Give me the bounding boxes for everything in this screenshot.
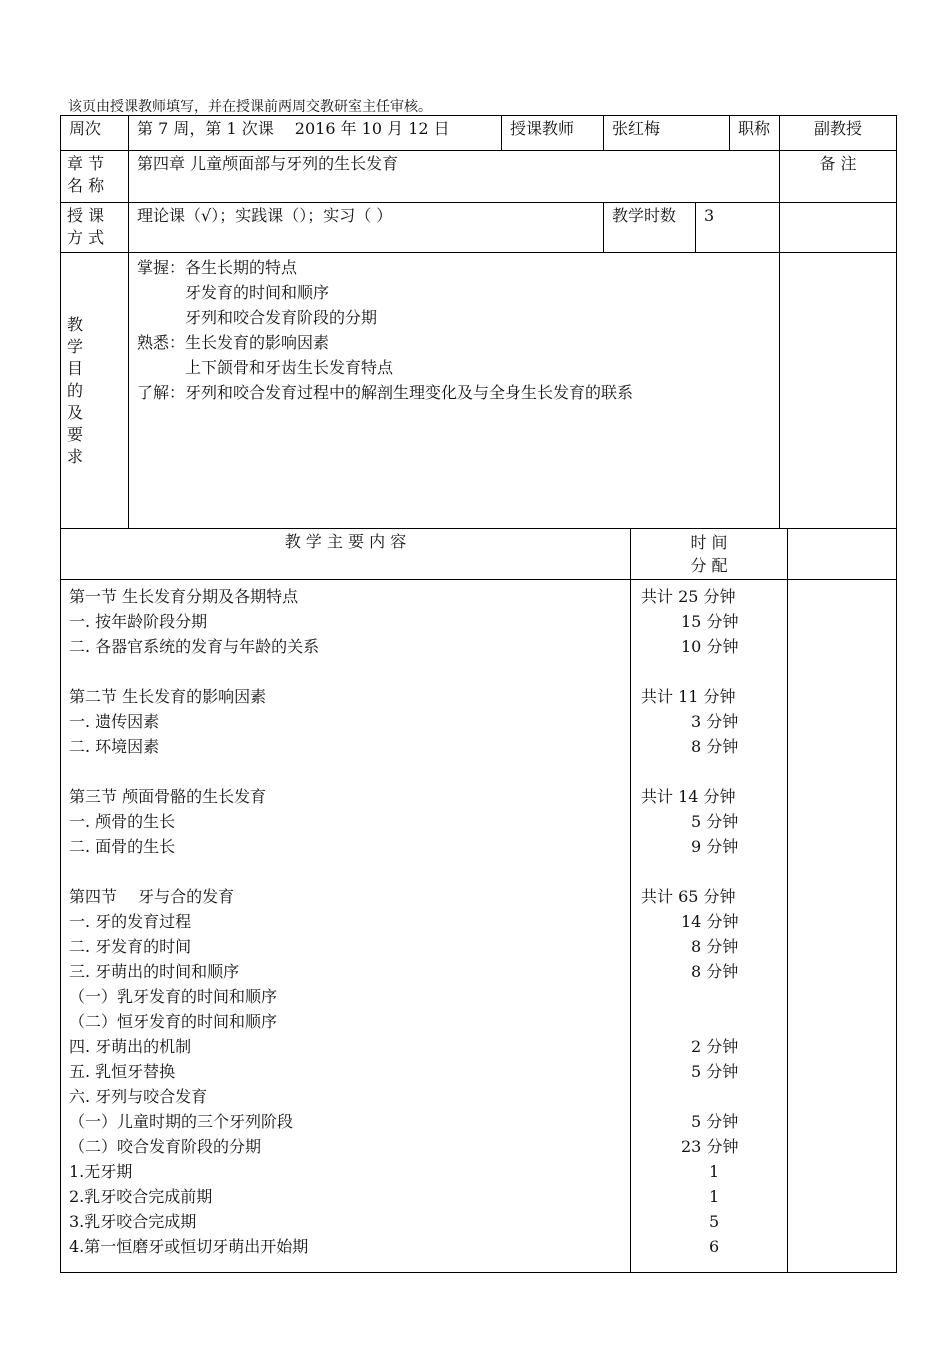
content-time: 8 分钟 bbox=[691, 937, 739, 956]
objectives-label-char: 及 bbox=[67, 402, 84, 422]
content-time bbox=[641, 984, 787, 1009]
content-topic: （二）恒牙发育的时间和顺序 bbox=[69, 1012, 278, 1031]
objectives-label-char: 求 bbox=[67, 446, 84, 466]
content-topic bbox=[69, 659, 622, 684]
objectives-label-char: 要 bbox=[67, 424, 84, 444]
objective-line: 了解：牙列和咬合发育过程中的解剖生理变化及与全身生长发育的联系 bbox=[137, 383, 634, 402]
mode-label-line2: 方 式 bbox=[67, 228, 105, 247]
objective-line: 熟悉：生长发育的影响因素 bbox=[137, 333, 330, 352]
mode-value: 理论课（√）；实践课（）；实习（ ） bbox=[129, 203, 604, 253]
objectives-content bbox=[129, 253, 780, 529]
week-label: 周次 bbox=[61, 116, 129, 151]
content-time: 共计 11 分钟 bbox=[641, 687, 736, 706]
hours-label: 教学时数 bbox=[604, 203, 696, 253]
content-topic bbox=[69, 759, 622, 784]
chapter-row bbox=[61, 151, 897, 203]
content-time: 6 bbox=[709, 1237, 720, 1256]
content-time: 5 分钟 bbox=[691, 1062, 739, 1081]
content-topic: 二. 牙发育的时间 bbox=[69, 937, 192, 956]
content-topic: 一. 遗传因素 bbox=[69, 712, 160, 731]
objectives-label bbox=[61, 253, 129, 529]
content-time bbox=[641, 659, 787, 684]
objective-line: 牙发育的时间和顺序 bbox=[137, 283, 330, 302]
week-value: 第 7 周，第 1 次课 2016 年 10 月 12 日 bbox=[129, 116, 502, 151]
content-time: 共计 65 分钟 bbox=[641, 887, 736, 906]
content-topic: （一）乳牙发育的时间和顺序 bbox=[69, 987, 278, 1006]
content-time: 5 分钟 bbox=[691, 1112, 739, 1131]
header-row bbox=[61, 116, 897, 151]
time-header-line2: 分 配 bbox=[690, 556, 728, 575]
objective-line: 上下颌骨和牙齿生长发育特点 bbox=[137, 358, 394, 377]
content-time: 1 bbox=[709, 1162, 720, 1181]
hours-value: 3 bbox=[696, 203, 780, 253]
content-topic: 四. 牙萌出的机制 bbox=[69, 1037, 192, 1056]
content-body bbox=[61, 580, 897, 1273]
content-time: 23 分钟 bbox=[681, 1137, 739, 1156]
content-time: 15 分钟 bbox=[681, 612, 739, 631]
content-time: 共计 14 分钟 bbox=[641, 787, 736, 806]
title-value: 副教授 bbox=[780, 116, 897, 151]
content-topic: 一. 按年龄阶段分期 bbox=[69, 612, 208, 631]
content-header-time bbox=[631, 529, 788, 579]
content-topics bbox=[61, 580, 631, 1272]
content-body-row bbox=[61, 580, 897, 1273]
content-header-main: 教 学 主 要 内 容 bbox=[61, 529, 631, 579]
objectives-label-char: 的 bbox=[67, 380, 84, 400]
content-header-remark bbox=[788, 529, 896, 579]
content-topic: 3.乳牙咬合完成期 bbox=[69, 1212, 197, 1231]
content-time: 2 分钟 bbox=[691, 1037, 739, 1056]
teacher-value: 张红梅 bbox=[604, 116, 730, 151]
chapter-label-line1: 章 节 bbox=[67, 154, 105, 173]
content-topic: 一. 颅骨的生长 bbox=[69, 812, 176, 831]
content-time bbox=[641, 1009, 787, 1034]
content-header bbox=[61, 529, 897, 580]
content-time: 8 分钟 bbox=[691, 962, 739, 981]
objective-line: 牙列和咬合发育阶段的分期 bbox=[137, 308, 378, 327]
title-label: 职称 bbox=[730, 116, 780, 151]
content-topic: 第四节 牙与合的发育 bbox=[69, 887, 235, 906]
objective-line: 掌握：各生长期的特点 bbox=[137, 258, 298, 277]
content-time: 3 分钟 bbox=[691, 712, 739, 731]
objectives-label-char: 学 bbox=[67, 336, 84, 356]
content-time: 1 bbox=[709, 1187, 720, 1206]
content-topic: 六. 牙列与咬合发育 bbox=[69, 1087, 208, 1106]
remark-label: 备 注 bbox=[780, 151, 897, 203]
objectives-label-char: 教 bbox=[67, 314, 84, 334]
content-topic: 一. 牙的发育过程 bbox=[69, 912, 192, 931]
content-time: 10 分钟 bbox=[681, 637, 739, 656]
content-time: 9 分钟 bbox=[691, 837, 739, 856]
content-time: 8 分钟 bbox=[691, 737, 739, 756]
content-topic: 1.无牙期 bbox=[69, 1162, 133, 1181]
content-time: 5 分钟 bbox=[691, 812, 739, 831]
content-topic: 五. 乳恒牙替换 bbox=[69, 1062, 176, 1081]
content-time bbox=[641, 1084, 787, 1109]
objectives-label-char: 目 bbox=[67, 358, 84, 378]
content-time bbox=[641, 859, 787, 884]
content-topic: 2.乳牙咬合完成前期 bbox=[69, 1187, 213, 1206]
content-header-row bbox=[61, 529, 897, 580]
content-topic: （二）咬合发育阶段的分期 bbox=[69, 1137, 262, 1156]
content-topic: 4.第一恒磨牙或恒切牙萌出开始期 bbox=[69, 1237, 309, 1256]
content-topic bbox=[69, 859, 622, 884]
mode-label bbox=[61, 203, 129, 253]
content-topic: 第一节 生长发育分期及各期特点 bbox=[69, 587, 299, 606]
content-time: 14 分钟 bbox=[681, 912, 739, 931]
chapter-label bbox=[61, 151, 129, 203]
mode-label-line1: 授 课 bbox=[67, 206, 105, 225]
content-topic: 第二节 生长发育的影响因素 bbox=[69, 687, 267, 706]
content-times bbox=[631, 580, 788, 1272]
mode-remark bbox=[780, 203, 897, 253]
lesson-plan-table bbox=[60, 115, 897, 1273]
content-remark bbox=[788, 580, 896, 1272]
content-topic: 二. 各器官系统的发育与年龄的关系 bbox=[69, 637, 320, 656]
content-time bbox=[641, 759, 787, 784]
objectives-remark bbox=[780, 253, 897, 529]
chapter-label-line2: 名 称 bbox=[67, 176, 105, 195]
teacher-label: 授课教师 bbox=[502, 116, 604, 151]
content-topic: 二. 面骨的生长 bbox=[69, 837, 176, 856]
content-time: 共计 25 分钟 bbox=[641, 587, 736, 606]
content-time: 5 bbox=[709, 1212, 720, 1231]
content-topic: 三. 牙萌出的时间和顺序 bbox=[69, 962, 240, 981]
mode-row bbox=[61, 203, 897, 253]
objectives-row bbox=[61, 253, 897, 529]
content-topic: （一）儿童时期的三个牙列阶段 bbox=[69, 1112, 294, 1131]
chapter-value: 第四章 儿童颅面部与牙列的生长发育 bbox=[129, 151, 780, 203]
content-topic: 二. 环境因素 bbox=[69, 737, 160, 756]
page-note: 该页由授课教师填写，并在授课前两周交教研室主任审核。 bbox=[68, 99, 432, 115]
time-header-line1: 时 间 bbox=[690, 533, 728, 552]
content-topic: 第三节 颅面骨骼的生长发育 bbox=[69, 787, 267, 806]
